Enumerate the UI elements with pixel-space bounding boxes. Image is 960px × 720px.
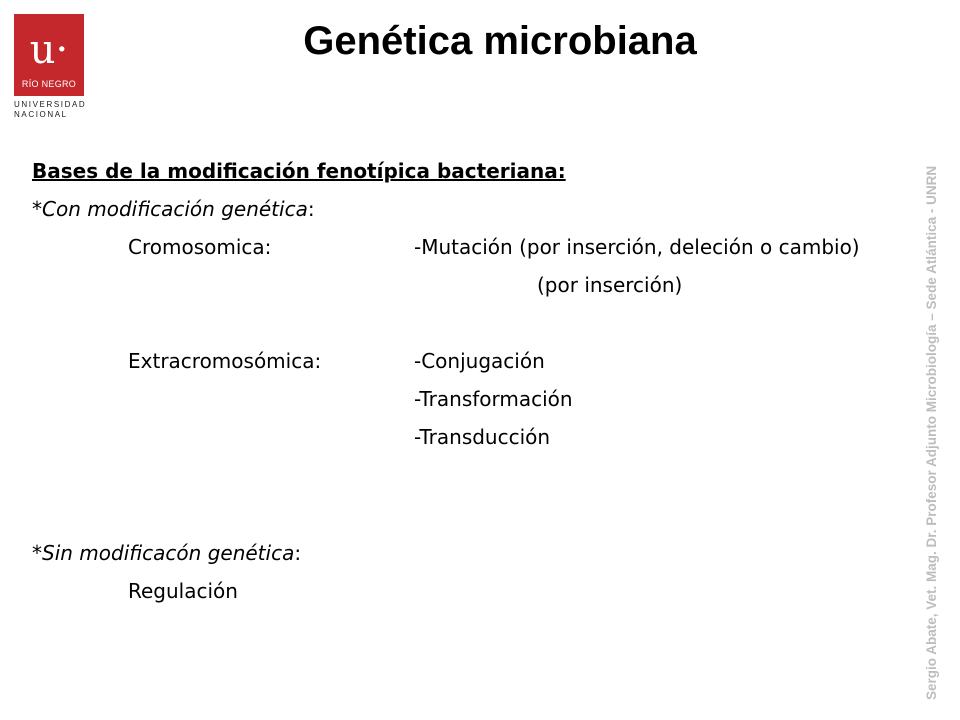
- colon: :: [307, 197, 315, 221]
- transformation-item: -Transformación: [414, 387, 573, 411]
- extrachromosomal-label: Extracromosómica:: [128, 349, 322, 373]
- without-genetic-label: Sin modificacón genética: [42, 541, 295, 565]
- bullet-asterisk: *: [32, 197, 42, 221]
- university-logo: [14, 14, 87, 120]
- mutation-item: -Mutación (por inserción, deleción o cambio): [414, 235, 860, 259]
- logo-emblem: [14, 14, 84, 96]
- bullet-asterisk: *: [32, 541, 42, 565]
- with-genetic-label: Con modificación genética: [42, 197, 308, 221]
- logo-mark: u·: [29, 27, 69, 73]
- without-genetic-line: [32, 541, 301, 565]
- author-side-text: Sergio Abate, Vet. Mag. Dr. Profesor Adjunto Microbiología – Sede Atlántica - UNRN: [924, 165, 939, 700]
- mutation-continuation: (por inserción): [537, 273, 683, 297]
- slide-title: Genética microbiana: [303, 19, 697, 63]
- regulation-item: Regulación: [128, 579, 238, 603]
- section-heading: Bases de la modificación fenotípica bacteriana:: [32, 159, 566, 183]
- logo-line-1: UNIVERSIDAD: [14, 100, 87, 109]
- transduction-item: -Transducción: [414, 425, 551, 449]
- with-genetic-line: [32, 197, 315, 221]
- logo-text: [14, 100, 87, 120]
- colon: :: [294, 541, 302, 565]
- logo-subtitle: RÍO NEGRO: [21, 79, 77, 89]
- conjugation-item: -Conjugación: [414, 349, 545, 373]
- chromosomal-label: Cromosomica:: [128, 235, 272, 259]
- logo-line-2: NACIONAL: [14, 110, 68, 119]
